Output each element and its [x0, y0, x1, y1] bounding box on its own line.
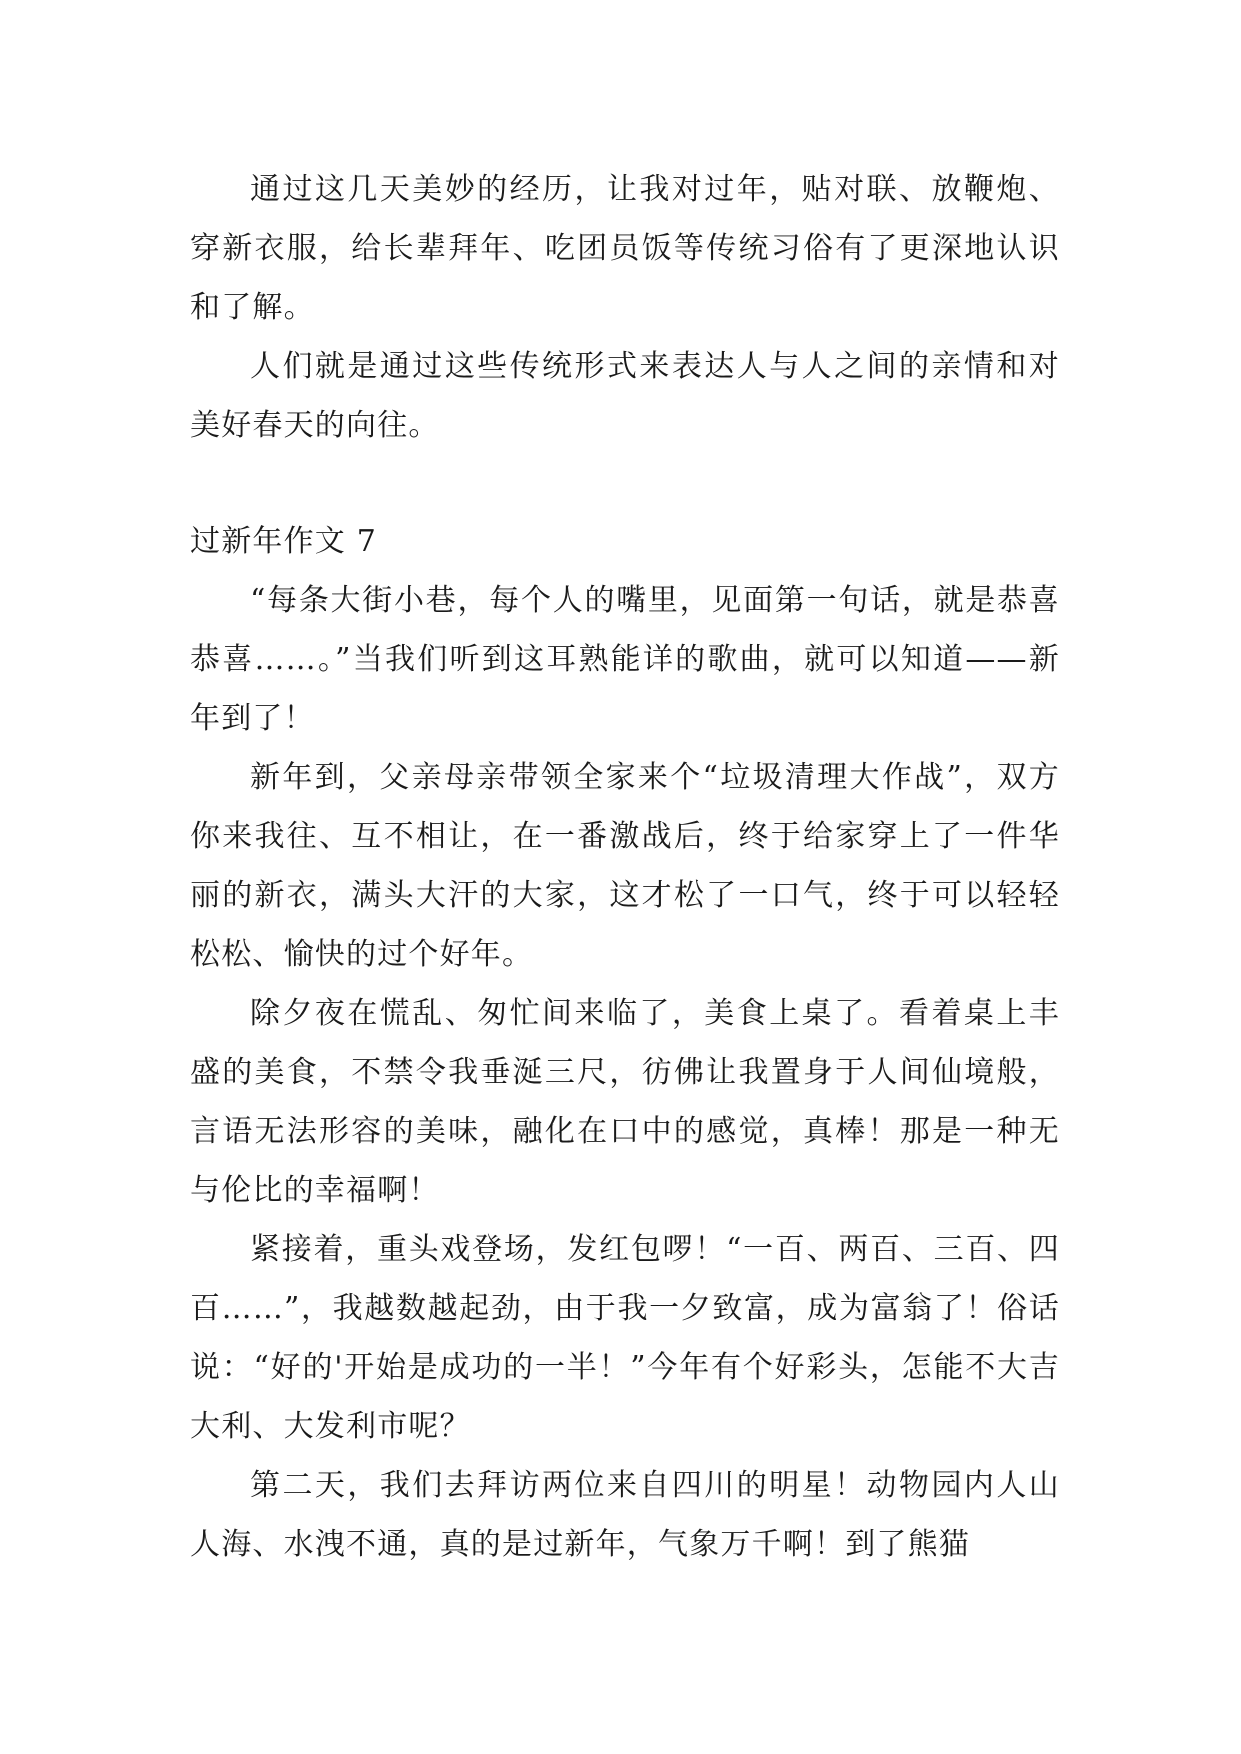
intro-paragraph-2: 人们就是通过这些传统形式来表达人与人之间的亲情和对美好春天的向往。: [190, 349, 1060, 443]
section-paragraph-4: 紧接着，重头戏登场，发红包啰！“一百、两百、三百、四百……”，我越数越起劲，由于我一夕致富，成为富翁了！俗话说：“好的'开始是成功的一半！”今年有个好彩头，怎能不大吉大利、大发利市呢？: [190, 1232, 1060, 1444]
section-title: 过新年作文 7: [190, 524, 378, 559]
section-paragraph-2: 新年到，父亲母亲带领全家来个“垃圾清理大作战”，双方你来我往、互不相让，在一番激战后，终于给家穿上了一件华丽的新衣，满头大汗的大家，这才松了一口气，终于可以轻轻松松、愉快的过个好年。: [190, 760, 1060, 972]
document-page: [190, 160, 1060, 1574]
section-paragraph-1: “每条大街小巷，每个人的嘴里，见面第一句话，就是恭喜恭喜……。”当我们听到这耳熟能详的歌曲，就可以知道——新年到了！: [190, 583, 1060, 736]
intro-paragraph-1: 通过这几天美妙的经历，让我对过年，贴对联、放鞭炮、穿新衣服，给长辈拜年、吃团员饭等传统习俗有了更深地认识和了解。: [190, 172, 1060, 325]
section-paragraph-5: 第二天，我们去拜访两位来自四川的明星！动物园内人山人海、水洩不通，真的是过新年，气象万千啊！到了熊猫: [190, 1468, 1060, 1562]
section-gap: [190, 455, 1060, 512]
section-paragraph-3: 除夕夜在慌乱、匆忙间来临了，美食上桌了。看着桌上丰盛的美食，不禁令我垂涎三尺，彷佛让我置身于人间仙境般，言语无法形容的美味，融化在口中的感觉，真棒！那是一种无与伦比的幸福啊！: [190, 996, 1060, 1208]
